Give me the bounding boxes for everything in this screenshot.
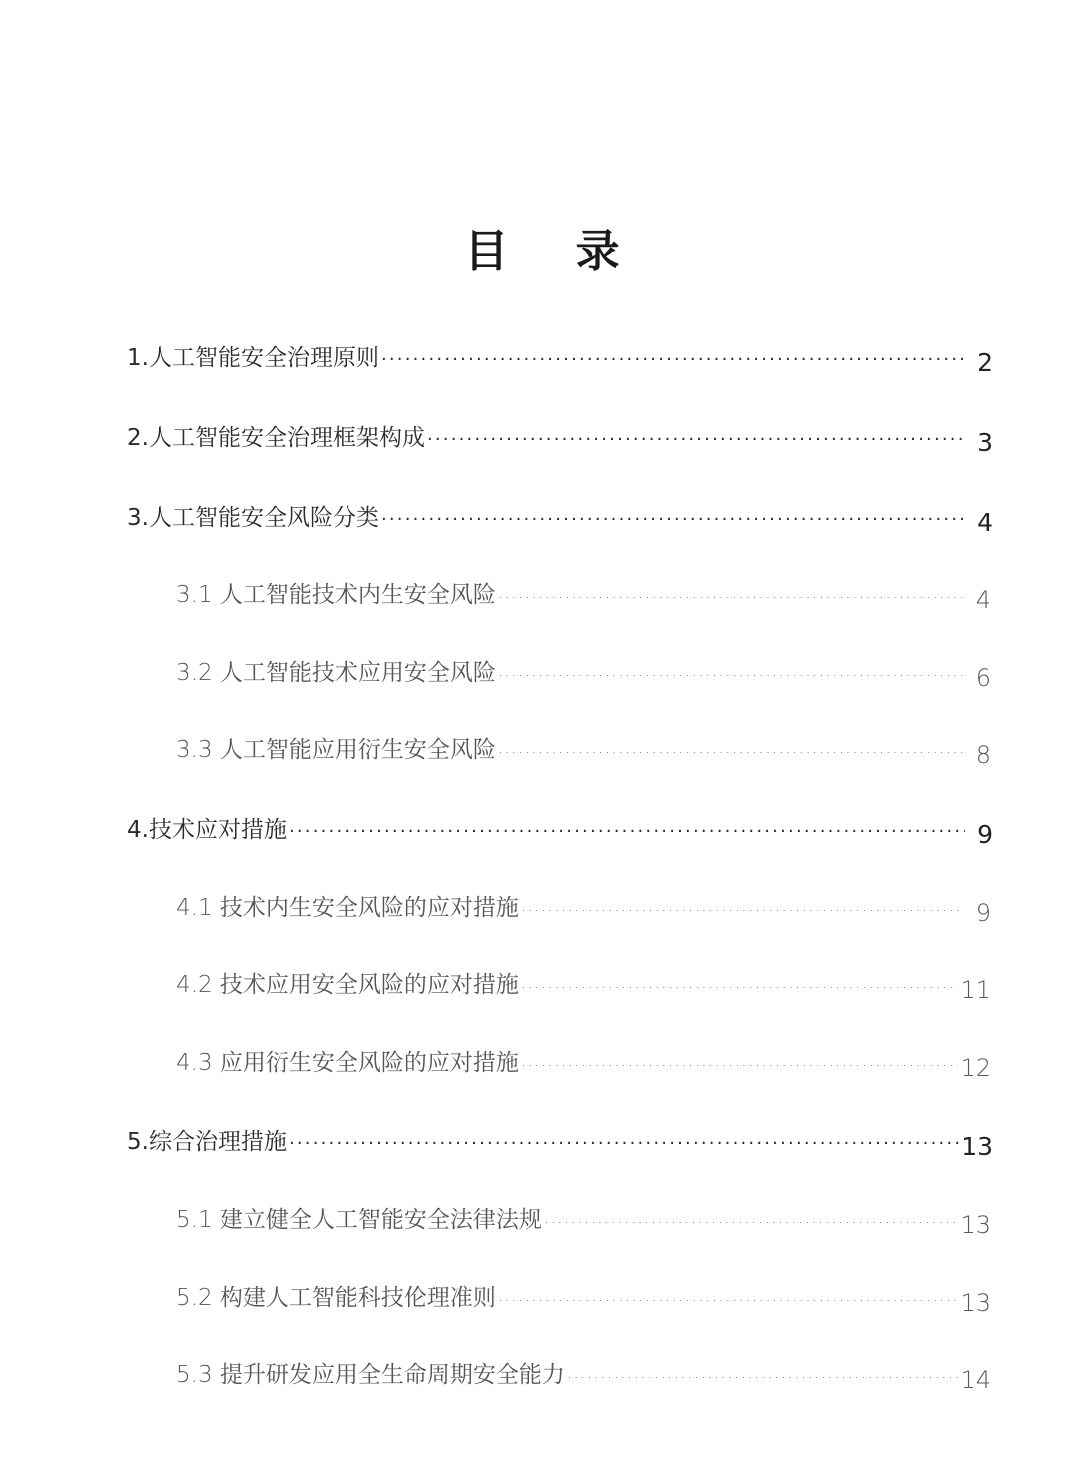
toc-dot-leader [381,502,965,525]
toc-page-number: 4 [977,508,993,537]
toc-page-number: 2 [977,348,993,377]
toc-page-number: 3 [977,428,993,457]
toc-entry-3-1[interactable] [176,576,991,614]
toc-dot-leader [381,342,965,365]
toc-dot-leader [498,657,963,680]
toc-entry-label: 5.综合治理措施 [127,1129,287,1155]
toc-entry-4[interactable] [127,811,993,849]
toc-entry-label: 3.2 人工智能技术应用安全风险 [176,660,496,686]
toc-entry-label: 3.1 人工智能技术内生安全风险 [176,582,496,608]
toc-entry-label: 5.2 构建人工智能科技伦理准则 [176,1285,496,1311]
toc-page-number: 11 [960,976,991,1004]
toc-dot-leader [427,422,965,445]
toc-dot-leader [498,734,963,757]
toc-page-number: 8 [975,741,991,769]
toc-entry-label: 4.3 应用衍生安全风险的应对措施 [176,1050,519,1076]
toc-dot-leader [521,892,963,915]
toc-entry-label: 4.2 技术应用安全风险的应对措施 [176,972,519,998]
toc-entry-3-3[interactable] [176,731,991,769]
toc-entry-label: 4.技术应对措施 [127,817,287,843]
toc-dot-leader [498,579,963,602]
toc-entry-label: 3.3 人工智能应用衍生安全风险 [176,737,496,763]
toc-entry-label: 2.人工智能安全治理框架构成 [127,425,425,451]
toc-dot-leader [498,1282,959,1305]
toc-entry-label: 3.人工智能安全风险分类 [127,505,379,531]
toc-entry-5-1[interactable] [176,1201,991,1239]
toc-entry-1[interactable] [127,339,993,377]
toc-entry-3-2[interactable] [176,654,991,692]
toc-entry-4-2[interactable] [176,966,991,1004]
toc-entry-4-1[interactable] [176,889,991,927]
toc-page-number: 13 [960,1211,991,1239]
toc-page-number: 4 [975,586,991,614]
toc-entry-label: 5.1 建立健全人工智能安全法律法规 [176,1207,542,1233]
toc-entry-3[interactable] [127,499,993,537]
toc-dot-leader [544,1204,959,1227]
toc-dot-leader [567,1359,959,1382]
toc-entry-4-3[interactable] [176,1044,991,1082]
toc-page-number: 14 [960,1366,991,1394]
toc-entry-5[interactable] [127,1123,993,1161]
toc-page-number: 9 [975,899,991,927]
toc-entry-label: 5.3 提升研发应用全生命周期安全能力 [176,1362,565,1388]
toc-page-number: 12 [960,1054,991,1082]
toc-entry-label: 4.1 技术内生安全风险的应对措施 [176,895,519,921]
toc-dot-leader [289,1126,959,1149]
toc-page-number: 6 [975,664,991,692]
toc-entry-5-3[interactable] [176,1356,991,1394]
toc-dot-leader [521,969,959,992]
toc-page-number: 9 [977,820,993,849]
toc-page-number: 13 [960,1289,991,1317]
toc-entry-2[interactable] [127,419,993,457]
toc-title: 目 录 [464,226,646,277]
toc-entry-label: 1.人工智能安全治理原则 [127,345,379,371]
toc-page-number: 13 [961,1132,993,1161]
toc-dot-leader [289,814,965,837]
toc-entry-5-2[interactable] [176,1279,991,1317]
toc-dot-leader [521,1047,959,1070]
